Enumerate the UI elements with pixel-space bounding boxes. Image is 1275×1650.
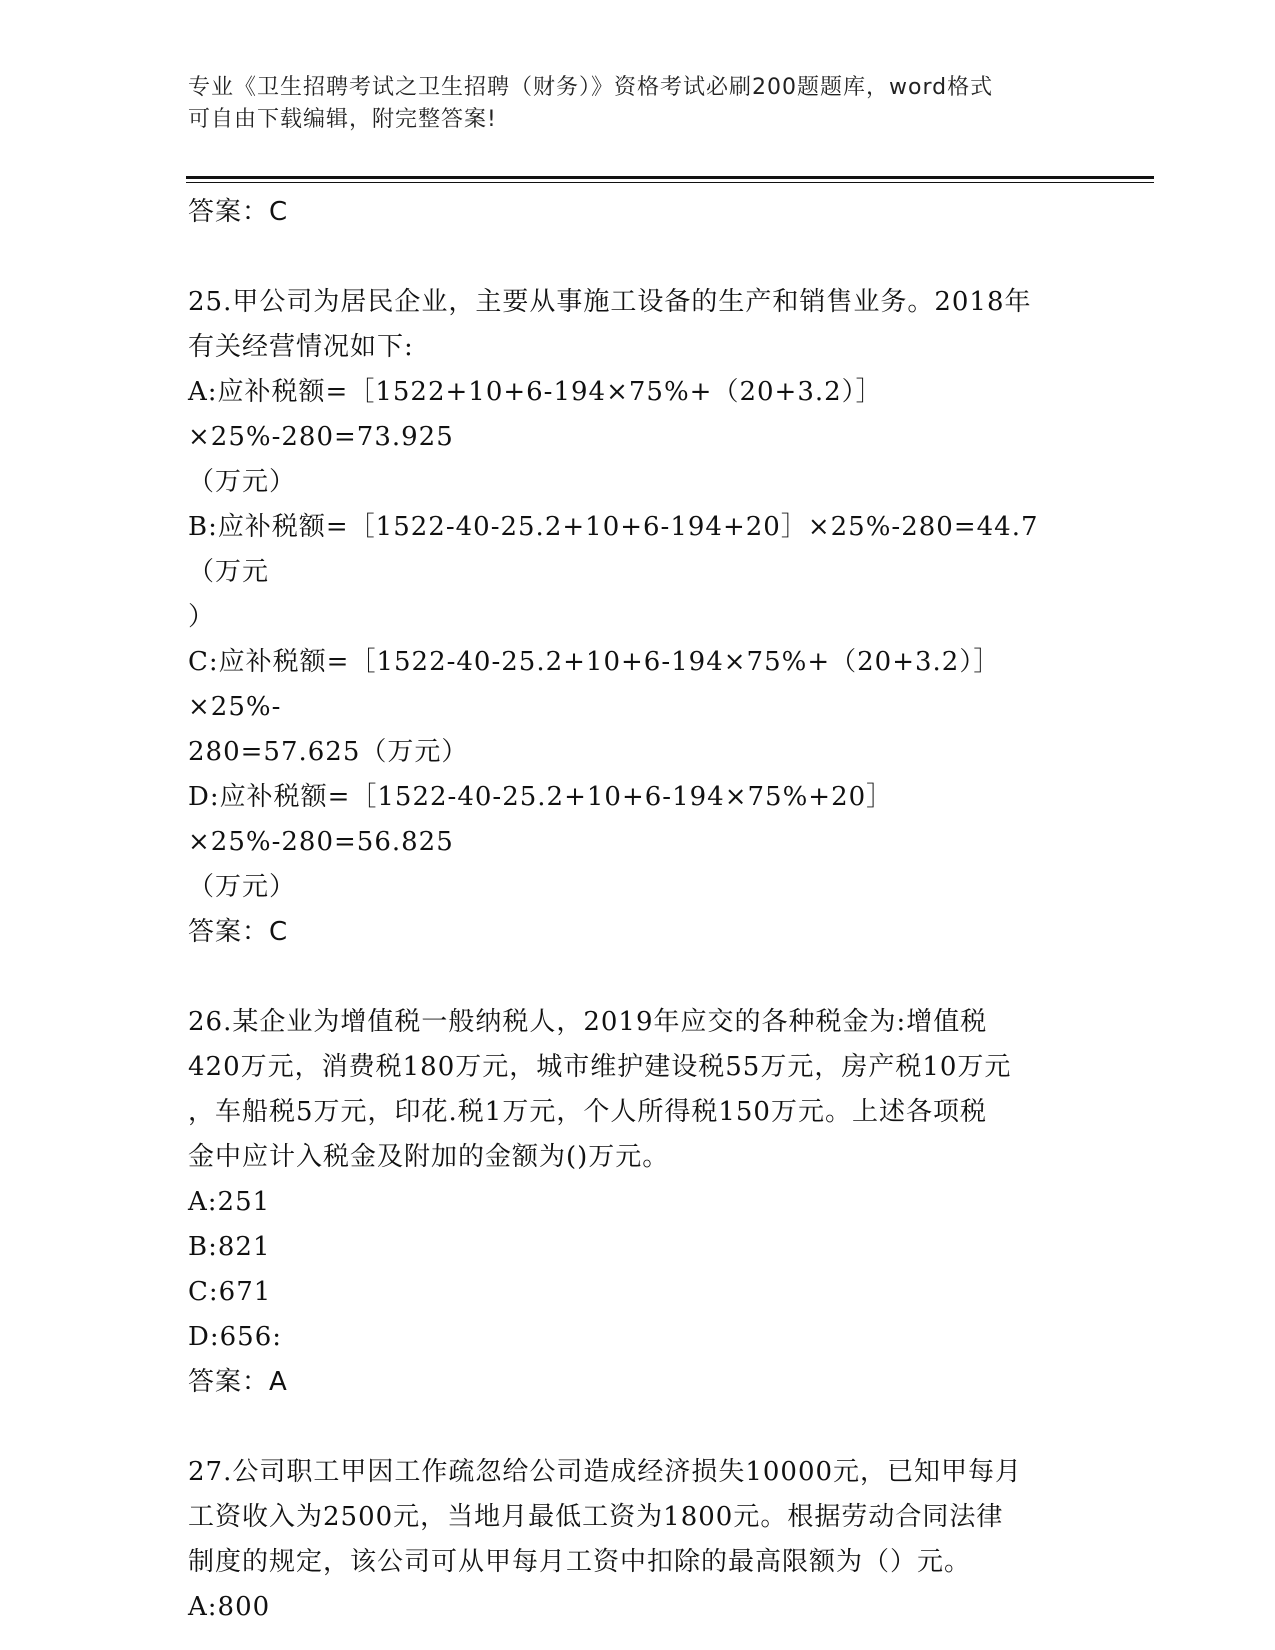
question-25-answer: 答案：C xyxy=(188,917,289,947)
question-25-option-b-cont: ） xyxy=(188,602,216,632)
question-27 xyxy=(188,1450,1088,1630)
question-25 xyxy=(188,280,1088,954)
document-header xyxy=(188,72,1068,136)
question-27-stem-line-2: 工资收入为2500元，当地月最低工资为1800元。根据劳动合同法律 xyxy=(188,1502,1004,1532)
question-25-stem-line-1: 25.甲公司为居民企业，主要从事施工设备的生产和销售业务。2018年 xyxy=(188,287,1032,317)
header-divider-thin xyxy=(186,182,1154,183)
question-27-option-a: A:800 xyxy=(188,1592,271,1622)
header-line-1: 专业《卫生招聘考试之卫生招聘（财务）》资格考试必刷200题题库，word格式 xyxy=(188,75,994,100)
question-25-stem-line-2: 有关经营情况如下: xyxy=(188,332,414,362)
question-25-option-a: A:应补税额=［1522+10+6-194×75%+（20+3.2）］×25%-280=73.925 xyxy=(188,377,883,452)
header-line-2: 可自由下载编辑，附完整答案! xyxy=(188,107,497,132)
question-25-option-a-cont: （万元） xyxy=(188,467,297,497)
question-27-stem-line-1: 27.公司职工甲因工作疏忽给公司造成经济损失10000元，已知甲每月 xyxy=(188,1457,1023,1487)
spacer xyxy=(188,1404,1088,1450)
question-25-option-d-cont: （万元） xyxy=(188,872,297,902)
question-26-answer: 答案：A xyxy=(188,1367,288,1397)
question-26-stem-line-4: 金中应计入税金及附加的金额为()万元。 xyxy=(188,1142,670,1172)
question-26-stem-line-3: ，车船税5万元，印花.税1万元，个人所得税150万元。上述各项税 xyxy=(188,1097,987,1127)
question-25-option-b: B:应补税额=［1522-40-25.2+10+6-194+20］×25%-280=44.7（万元 xyxy=(188,512,1039,587)
question-25-option-d: D:应补税额=［1522-40-25.2+10+6-194×75%+20］×25%-280=56.825 xyxy=(188,782,894,857)
question-26-option-b: B:821 xyxy=(188,1232,271,1262)
question-25-option-c-cont: 280=57.625（万元） xyxy=(188,737,469,767)
spacer xyxy=(188,234,1088,280)
question-26-option-a: A:251 xyxy=(188,1187,271,1217)
question-26-option-c: C:671 xyxy=(188,1277,272,1307)
question-26-option-d: D:656: xyxy=(188,1322,282,1352)
question-27-stem-line-3: 制度的规定，该公司可从甲每月工资中扣除的最高限额为（）元。 xyxy=(188,1547,972,1577)
question-26-stem-line-1: 26.某企业为增值税一般纳税人，2019年应交的各种税金为:增值税 xyxy=(188,1007,988,1037)
question-25-option-c: C:应补税额=［1522-40-25.2+10+6-194×75%+（20+3.2）］×25%- xyxy=(188,647,1001,722)
spacer xyxy=(188,954,1088,1000)
question-26 xyxy=(188,1000,1088,1404)
previous-answer: 答案：C xyxy=(188,197,289,227)
document-body xyxy=(188,190,1088,1630)
header-divider-thick xyxy=(186,176,1154,179)
question-26-stem-line-2: 420万元，消费税180万元，城市维护建设税55万元，房产税10万元 xyxy=(188,1052,1012,1082)
